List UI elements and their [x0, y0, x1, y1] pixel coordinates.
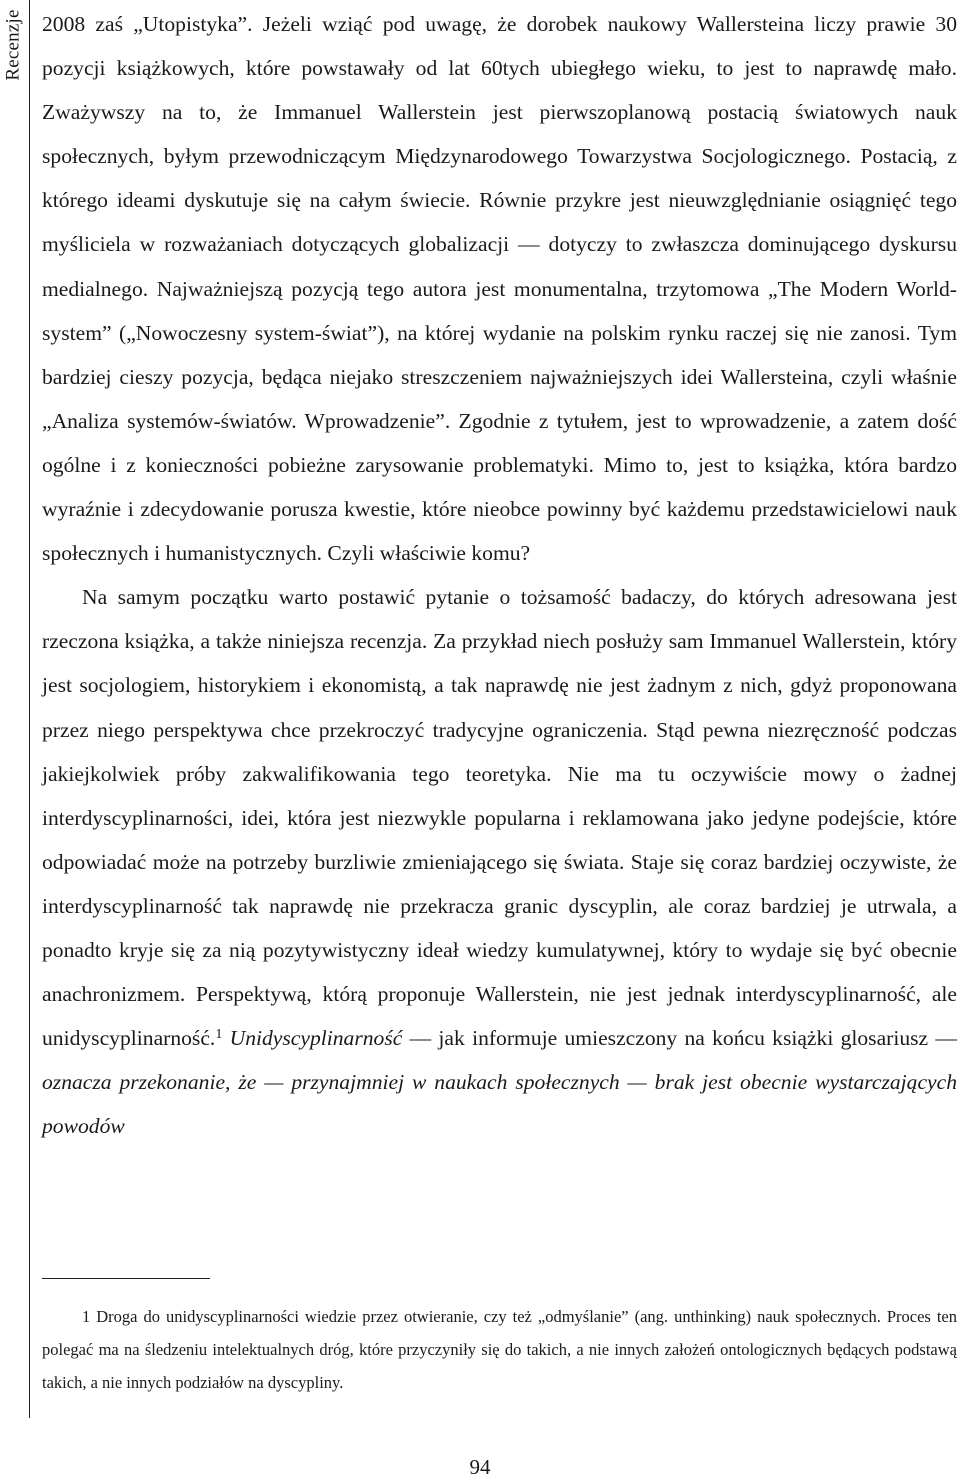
- footnote-text: Droga do unidyscyplinarności wiedzie przez otwieranie, czy też „odmyślanie” (ang. unthinking) nauk społecznych. Proces ten polegać ma na śledzeniu intelektualnych dróg, które przyczyniły się do takich, a nie innych założeń ontologicznych będących podstawą takich, a nie innych podziałów na dyscypliny.: [42, 1307, 957, 1392]
- footnote-separator: [42, 1278, 210, 1279]
- margin-rule: [29, 0, 30, 1418]
- main-text: [42, 2, 957, 1148]
- footnote-number: 1: [82, 1307, 91, 1326]
- section-label: [0, 0, 27, 90]
- footnote: [42, 1300, 957, 1399]
- footnote-reference[interactable]: 1: [215, 1027, 223, 1043]
- section-label-text: Recenzje: [2, 9, 24, 81]
- page-number: 94: [469, 1455, 491, 1479]
- paragraph-2: [42, 575, 957, 1148]
- term-unidisciplinarity: Unidyscyplinarność: [229, 1026, 403, 1051]
- glossary-quote: oznacza przekonanie, że — przynajmniej w naukach społecznych — brak jest obecnie wystarczających powodów: [42, 1070, 957, 1139]
- paragraph-1: 2008 zaś „Utopistyka”. Jeżeli wziąć pod uwagę, że dorobek naukowy Wallersteina liczy prawie 30 pozycji książkowych, które powstawały od lat 60tych ubiegłego wieku, to jest to naprawdę mało. Zważywszy na to, że Immanuel Wallerstein jest pierwszoplanową postacią światowych nauk społecznych, byłym przewodniczącym Międzynarodowego Towarzystwa Socjologicznego. Postacią, z którego ideami dyskutuje się na całym świecie. Równie przykre jest nieuwzględnianie osiągnięć tego myśliciela w rozważaniach dotyczących globalizacji — dotyczy to zwłaszcza dominującego dyskursu medialnego. Najważniejszą pozycją tego autora jest monumentalna, trzytomowa „The Modern World-system” („Nowoczesny system-świat”), na której wydanie na polskim rynku raczej się nie zanosi. Tym bardziej cieszy pozycja, będąca niejako streszczeniem najważniejszych idei Wallersteina, czyli właśnie „Analiza systemów-światów. Wprowadzenie”. Zgodnie z tytułem, jest to wprowadzenie, a zatem dość ogólne i z konieczności pobieżne zarysowanie problematyki. Mimo to, jest to książka, która bardzo wyraźnie i zdecydowanie porusza kwestie, które nieobce powinny być każdemu przedstawicielowi nauk społecznych i humanistycznych. Czyli właściwie komu?: [42, 12, 957, 566]
- paragraph-2-middle: — jak informuje umieszczony na końcu książki glosariusz —: [402, 1026, 957, 1051]
- paragraph-2-text: Na samym początku warto postawić pytanie o tożsamość badaczy, do których adresowana jest rzeczona książka, a także niniejsza recenzja. Za przykład niech posłuży sam Immanuel Wallerstein, który jest socjologiem, historykiem i ekonomistą, a tak naprawdę nie jest żadnym z nich, gdyż proponowana przez niego perspektywa chce przekroczyć tradycyjne ograniczenia. Stąd pewna niezręczność podczas jakiejkolwiek próby zakwalifikowania tego teoretyka. Nie ma tu oczywiście mowy o żadnej interdyscyplinarności, idei, która jest niezwykle popularna i reklamowana jako jedyne podejście, które odpowiadać może na potrzeby burzliwie zmieniającego się świata. Staje się coraz bardziej oczywiste, że interdyscyplinarność tak naprawdę nie przekracza granic dyscyplin, ale coraz bardziej je utrwala, a ponadto kryje się za nią pozytywistyczny ideał wiedzy kumulatywnej, który to wydaje się być obecnie anachronizmem. Perspektywą, którą proponuje Wallerstein, nie jest jednak interdyscyplinarność, ale unidyscyplinarność.: [42, 585, 957, 1051]
